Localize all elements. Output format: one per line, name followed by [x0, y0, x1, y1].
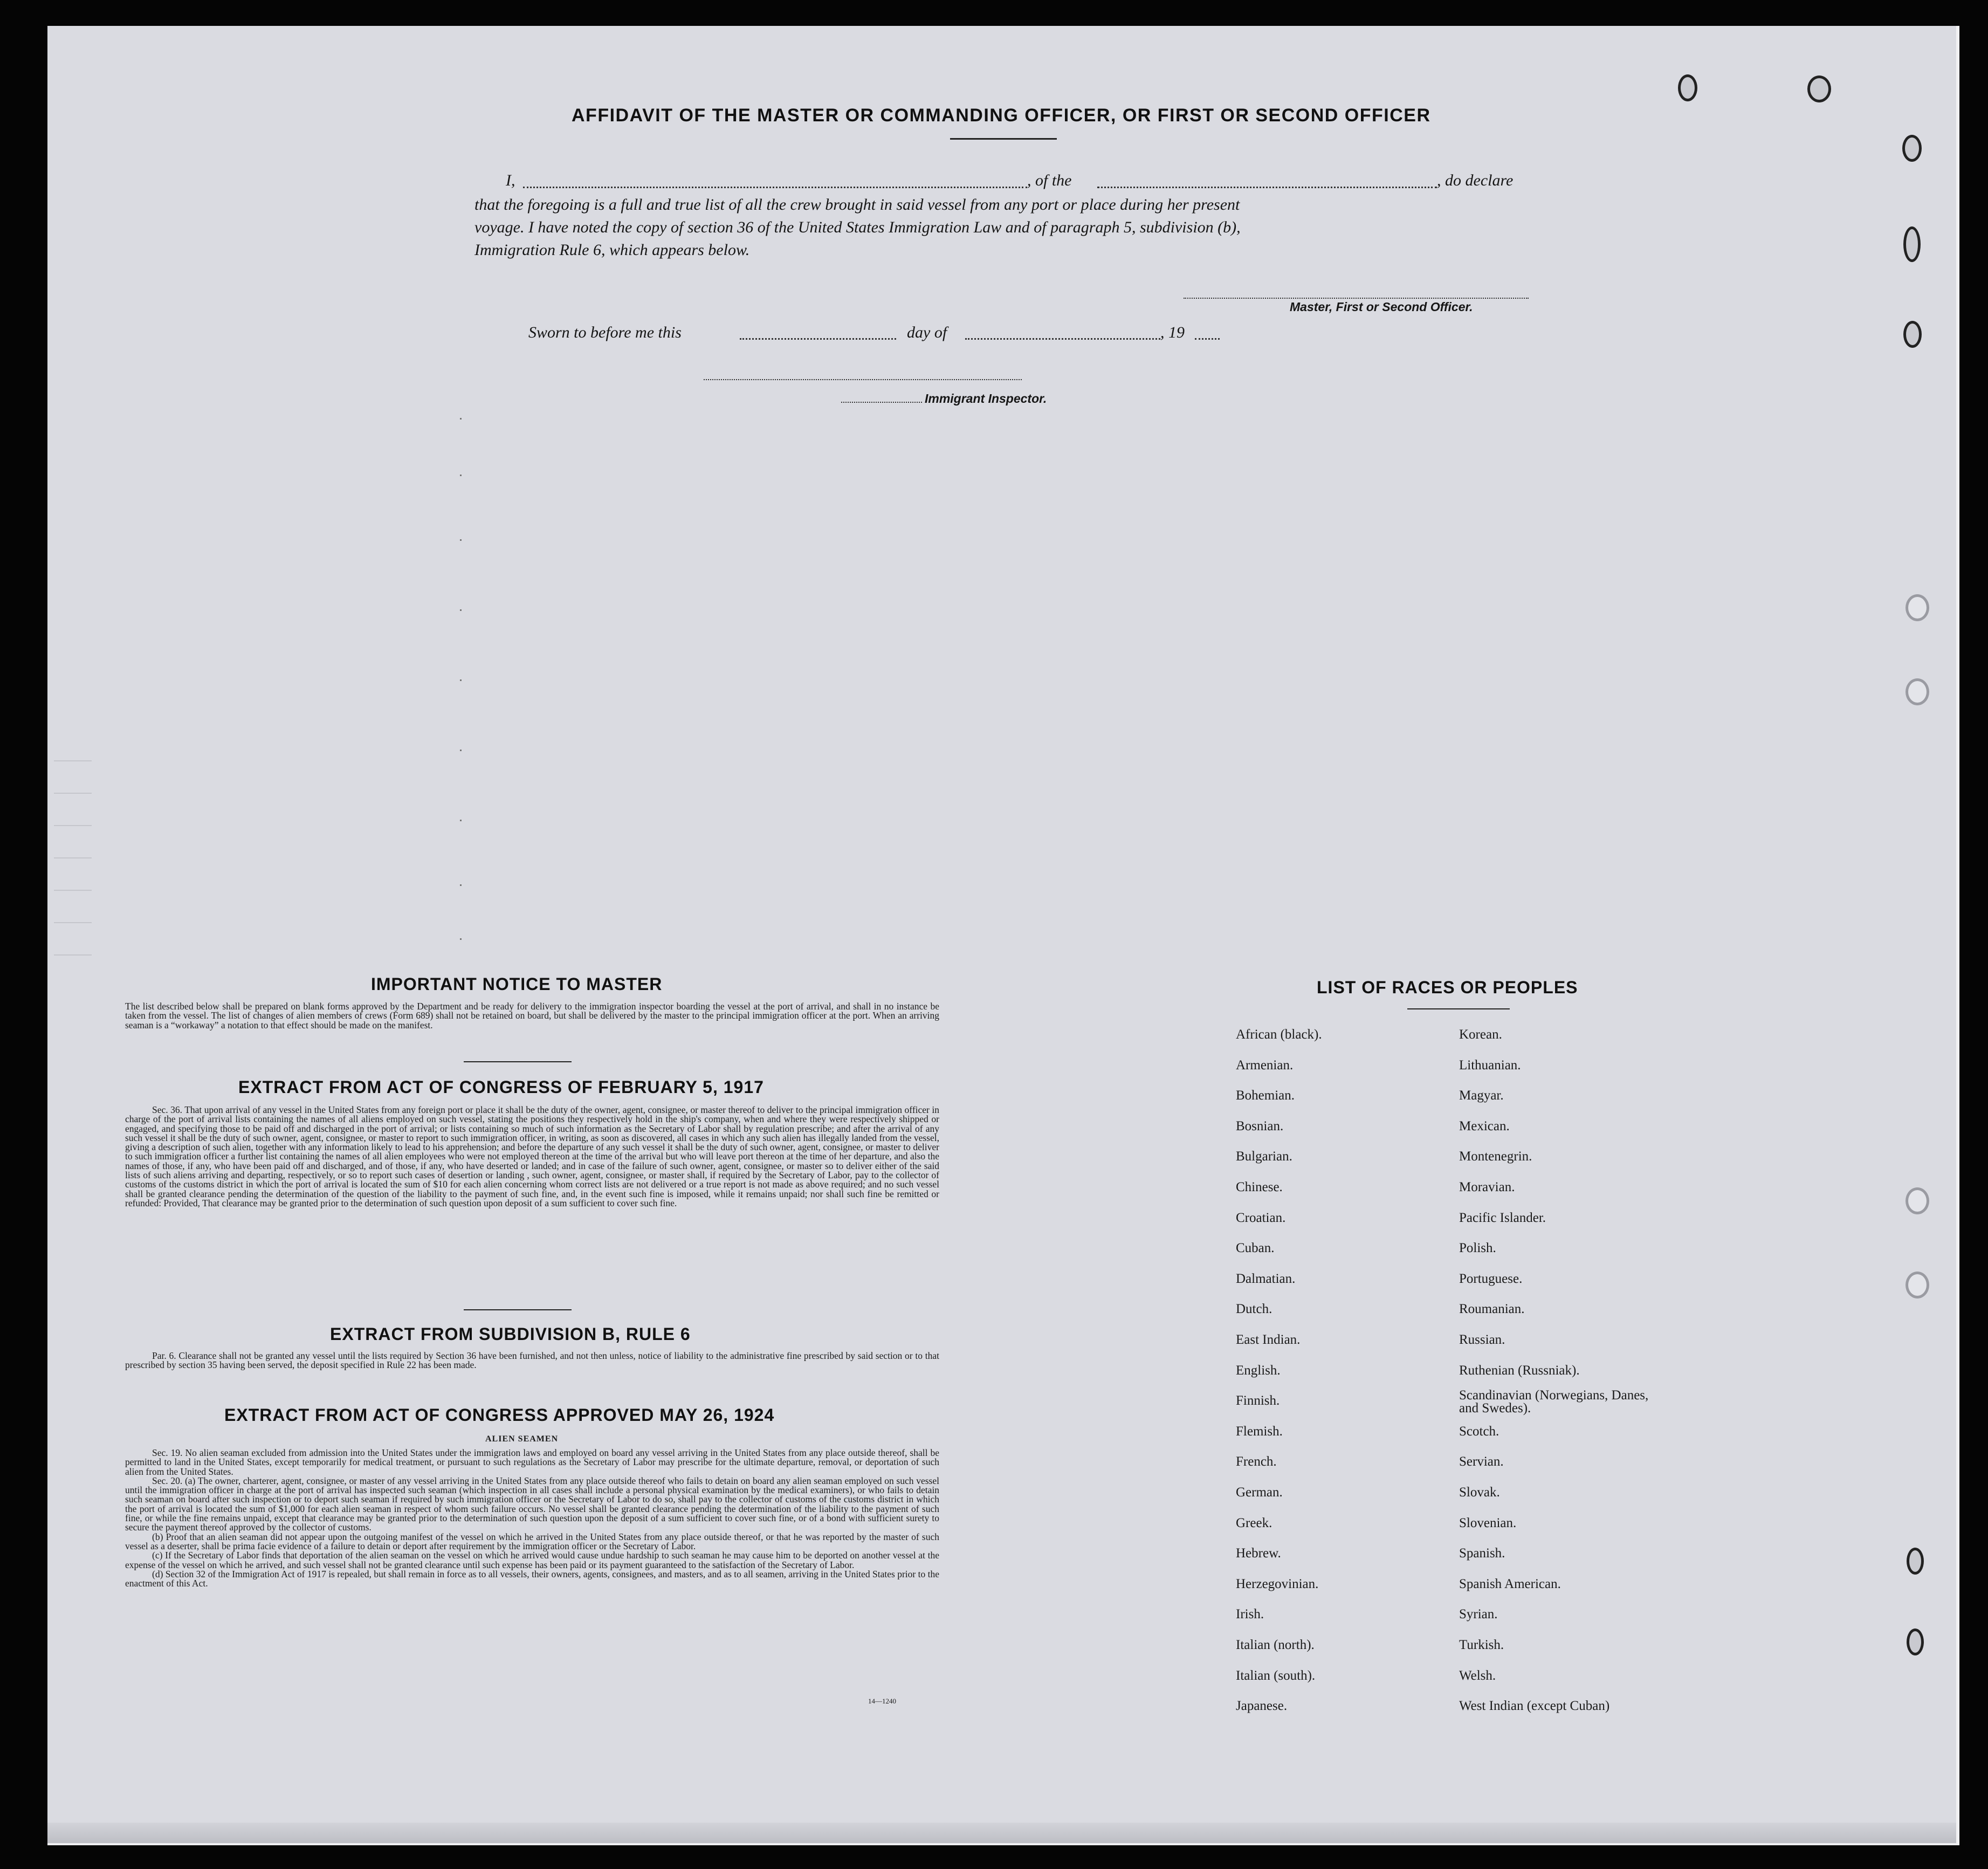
race-item: Armenian. — [1236, 1057, 1294, 1073]
guide-mark — [460, 609, 462, 611]
race-item: Slovak. — [1459, 1485, 1500, 1500]
races-title-underline — [1407, 1008, 1510, 1009]
race-item: Spanish. — [1459, 1546, 1505, 1561]
race-item: Finnish. — [1236, 1393, 1280, 1408]
race-item: Slovenian. — [1459, 1515, 1517, 1530]
race-item: Scandinavian (Norwegians, Danes, and Swedes). — [1459, 1388, 1649, 1416]
section-divider — [464, 1309, 572, 1310]
race-item: Servian. — [1459, 1454, 1504, 1469]
affidavit-line1-start: I, — [506, 171, 515, 189]
race-item: Magyar. — [1459, 1088, 1504, 1103]
sec20c-paragraph: (c) If the Secretary of Labor finds that deportation of the alien seaman on the vessel on which he arrived would cause undue hardship to such seaman he may cause him to be deported on another vessel at the expense of the vessel on which he arrived, and such vessel shall not be granted clearance until such expense has been paid or its payment guaranteed to the satisfaction of the Secretary of Labor. — [125, 1550, 939, 1570]
binder-hole-icon — [1907, 1548, 1924, 1575]
guide-mark — [460, 679, 462, 681]
inspector-signature-line-2[interactable] — [841, 402, 922, 403]
guide-mark — [460, 938, 462, 940]
binder-hole-icon — [1902, 135, 1922, 162]
margin-rule — [54, 922, 92, 923]
sworn-day-blank[interactable] — [740, 338, 896, 340]
race-item: Hebrew. — [1236, 1546, 1281, 1561]
margin-rule — [54, 793, 92, 794]
race-item: African (black). — [1236, 1027, 1322, 1042]
inspector-signature-label: Immigrant Inspector. — [925, 391, 1047, 406]
race-item: Lithuanian. — [1459, 1057, 1521, 1073]
race-item: Moravian. — [1459, 1180, 1515, 1194]
race-item: Scotch. — [1459, 1424, 1499, 1439]
affidavit-title: AFFIDAVIT OF THE MASTER OR COMMANDING OFFICER, OR FIRST OR SECOND OFFICER — [572, 105, 1431, 126]
guide-mark — [460, 750, 462, 751]
race-item: Croatian. — [1236, 1210, 1286, 1225]
race-item: Italian (south). — [1236, 1668, 1316, 1683]
binder-hole-icon — [1906, 1272, 1929, 1298]
sec19-paragraph: Sec. 19. No alien seaman excluded from admission into the United States under the immigration laws and employed on board any vessel arriving in the United States from any place outside thereof, shall be permitted to land in the United States, except temporarily for medical treatment, or pursuant to such regulations as the Secretary of Labor may prescribe for the ultimate departure, removal, or deportation of such alien from the United States. — [125, 1447, 939, 1477]
affidavit-line4: Immigration Rule 6, which appears below. — [474, 241, 750, 259]
section-divider — [464, 1061, 572, 1062]
race-item: Korean. — [1459, 1027, 1502, 1042]
binder-hole-icon — [1903, 321, 1922, 348]
margin-rule — [54, 825, 92, 826]
race-item: Herzegovinian. — [1236, 1576, 1319, 1591]
sworn-end: , 19 — [1160, 324, 1185, 341]
affidavit-line2: that the foregoing is a full and true list of all the crew brought in said vessel from any port or place during her present — [474, 196, 1240, 214]
margin-rule — [54, 954, 92, 956]
master-signature-line[interactable] — [1184, 298, 1529, 299]
race-item: Spanish American. — [1459, 1576, 1561, 1591]
race-item: Ruthenian (Russniak). — [1459, 1363, 1580, 1378]
form-number: 14—1240 — [868, 1697, 896, 1705]
notice-body: The list described below shall be prepared on blank forms approved by the Department and be ready for delivery to the immigration inspector boarding the vessel at the port of arrival, and shall in no instance be taken from the vessel. The list of changes of alien members of crews (Form 689) shall not be retained on board, but shall be delivered by the master to the principal immigration officer at the port. When an arriving seaman is a “workaway” a notation to that effect should be made on the manifest. — [125, 1001, 939, 1030]
race-item: Dalmatian. — [1236, 1271, 1296, 1286]
binder-hole-icon — [1906, 1187, 1929, 1214]
guide-mark — [460, 475, 462, 476]
race-item: Mexican. — [1459, 1118, 1510, 1133]
race-item: Bohemian. — [1236, 1088, 1295, 1103]
sworn-mid: day of — [907, 324, 947, 341]
vessel-blank[interactable] — [1097, 187, 1437, 188]
margin-rule — [54, 857, 92, 858]
binder-hole-icon — [1903, 226, 1921, 262]
race-item: French. — [1236, 1454, 1277, 1469]
race-item: Turkish. — [1459, 1638, 1504, 1652]
race-item: Montenegrin. — [1459, 1149, 1532, 1164]
guide-mark — [460, 418, 462, 420]
binder-hole-icon — [1807, 75, 1831, 102]
binder-hole-icon — [1678, 74, 1697, 101]
sworn-year-blank[interactable] — [1195, 338, 1220, 340]
race-item: Italian (north). — [1236, 1638, 1315, 1652]
notice-title: IMPORTANT NOTICE TO MASTER — [371, 974, 663, 994]
race-item: English. — [1236, 1363, 1281, 1378]
race-item: East Indian. — [1236, 1332, 1301, 1347]
affidavit-line1-end: , do declare — [1437, 171, 1514, 189]
race-item: Dutch. — [1236, 1302, 1272, 1317]
race-item: Syrian. — [1459, 1607, 1498, 1622]
race-item: Bosnian. — [1236, 1118, 1284, 1133]
race-item: Greek. — [1236, 1515, 1272, 1530]
race-item: Pacific Islander. — [1459, 1210, 1546, 1225]
guide-mark — [460, 884, 462, 886]
race-item: Russian. — [1459, 1332, 1505, 1347]
margin-rule — [54, 890, 92, 891]
race-item: Irish. — [1236, 1607, 1264, 1622]
race-item: Cuban. — [1236, 1241, 1275, 1256]
race-item: Welsh. — [1459, 1668, 1496, 1683]
extract-1924-subtitle: ALIEN SEAMEN — [485, 1434, 559, 1444]
races-title: LIST OF RACES OR PEOPLES — [1317, 978, 1578, 997]
race-item: Portuguese. — [1459, 1271, 1523, 1286]
race-item: Polish. — [1459, 1241, 1496, 1256]
extract-1917-title: EXTRACT FROM ACT OF CONGRESS OF FEBRUARY 5, 1917 — [238, 1077, 764, 1097]
race-item: West Indian (except Cuban) — [1459, 1699, 1610, 1714]
sec20d-paragraph: (d) Section 32 of the Immigration Act of 1917 is repealed, but shall remain in force as to all vessels, their owners, agents, consignees, and masters, and as to all seamen, arriving in the United States prior to the enactment of this Act. — [125, 1568, 939, 1589]
title-underline — [950, 138, 1057, 140]
race-item: Chinese. — [1236, 1180, 1283, 1194]
race-item: German. — [1236, 1485, 1283, 1500]
binder-hole-icon — [1907, 1628, 1924, 1655]
guide-mark — [460, 820, 462, 821]
binder-hole-icon — [1906, 594, 1929, 621]
sec20b-paragraph: (b) Proof that an alien seaman did not appear upon the outgoing manifest of the vessel on which he arrived in the United States from any place outside thereof, or that he was reported by the master of such vessel as a deserter, shall be prima facie evidence of a failure to detain or deport after requirement by the immigration officer or the Secretary of Labor. — [125, 1531, 939, 1551]
extract-1924-body — [125, 1448, 939, 1588]
affidavit-line3: voyage. I have noted the copy of section 36 of the United States Immigration Law and of paragraph 5, subdivision (b), — [474, 218, 1241, 236]
affidavit-line1-mid: , of the — [1027, 171, 1072, 189]
race-item: Japanese. — [1236, 1699, 1288, 1714]
guide-mark — [460, 539, 462, 541]
sworn-start: Sworn to before me this — [528, 324, 682, 341]
name-blank[interactable] — [523, 187, 1027, 188]
race-item: Roumanian. — [1459, 1302, 1525, 1317]
master-signature-label: Master, First or Second Officer. — [1290, 300, 1473, 314]
extract-1924-title: EXTRACT FROM ACT OF CONGRESS APPROVED MAY 26, 1924 — [224, 1405, 775, 1425]
sec20a-paragraph: Sec. 20. (a) The owner, charterer, agent, consignee, or master of any vessel arriving in the United States from any place outside thereof who fails to detain on board any alien seaman employed on such vessel until the immigration officer in charge at the port of arrival has inspected such seaman (which inspection in all cases shall include a personal physical examination by the medical examiners), or who fails to detain such seaman on board after such inspection or to deport such seaman if required by such immigration officer or the Secretary of Labor to do so, shall pay to the collector of customs of the customs district in which the port of arrival is located the sum of $1,000 for each alien seaman in respect of whom such failure occurs. No vessel shall be granted clearance pending the determination of the liability to the payment of such fine, or while the fine remains unpaid, except that clearance may be granted prior to the determination of such question upon the deposit of a sum sufficient to cover such fine, or of a bond with sufficient surety to secure the payment thereof approved by the collector of customs. — [125, 1475, 939, 1533]
race-item: Bulgarian. — [1236, 1149, 1292, 1164]
binder-hole-icon — [1906, 678, 1929, 705]
page-edge — [47, 1823, 1956, 1843]
extract-1917-body: Sec. 36. That upon arrival of any vessel in the United States from any foreign port or place it shall be the duty of the owner, agent, consignee, or master thereof to deliver to the principal immigration officer in charge of the port of arrival lists containing the names of all aliens employed on such vessel, stating the positions they respectively hold in the ship's company, when and where they were respectively shipped or engaged, and specifying those to be paid off and discharged in the port of arrival; or lists containing so much of such information as the Secretary of Labor shall by regulation prescribe; and after the arrival of any such vessel it shall be the duty of such owner, agent, consignee, or master to report to such immigration officer, in writing, as soon as discovered, all cases in which any such alien has illegally landed from the vessel, giving a description of such alien, together with any information likely to lead to his apprehension; and before the departure of any such vessel it shall be the duty of such owner, agent, consignee, or master to deliver to such immigration officer a further list containing the names of all alien employees who were not employed thereon at the time of the arrival but who will leave port thereon at the time of her departure, and also the names of those, if any, who have been paid off and discharged, and of those, if any, who have deserted or landed; and in case of the failure of such owner, agent, consignee, or master so to deliver either of the said lists of such aliens arriving and departing, respectively, or so to report such cases of desertion or landing , such owner, agent, consignee, or master shall, if required by the Secretary of Labor, pay to the collector of customs of the customs district in which the port of arrival is located the sum of $10 for each alien concerning whom correct lists are not delivered or a true report is not made as above required; and no such vessel shall be granted clearance pending the determination of the question of the liability to the payment of such fine, and, in the event such fine is imposed, while it remains unpaid; nor shall such fine be remitted or refunded: Provided, That clearance may be granted prior to the determination of such question upon deposit of a sum sufficient to cover such fine. — [125, 1104, 939, 1208]
extract-rule6-body: Par. 6. Clearance shall not be granted any vessel until the lists required by Section 36 have been furnished, and not then unless, notice of liability to the administrative fine prescribed by said section or to that prescribed by section 35 having been served, the deposit specified in Rule 22 has been made. — [125, 1350, 939, 1371]
race-item: Flemish. — [1236, 1424, 1283, 1439]
margin-rule — [54, 760, 92, 761]
extract-rule6-title: EXTRACT FROM SUBDIVISION B, RULE 6 — [330, 1324, 691, 1344]
inspector-signature-line[interactable] — [704, 379, 1022, 380]
sworn-month-blank[interactable] — [965, 338, 1160, 340]
